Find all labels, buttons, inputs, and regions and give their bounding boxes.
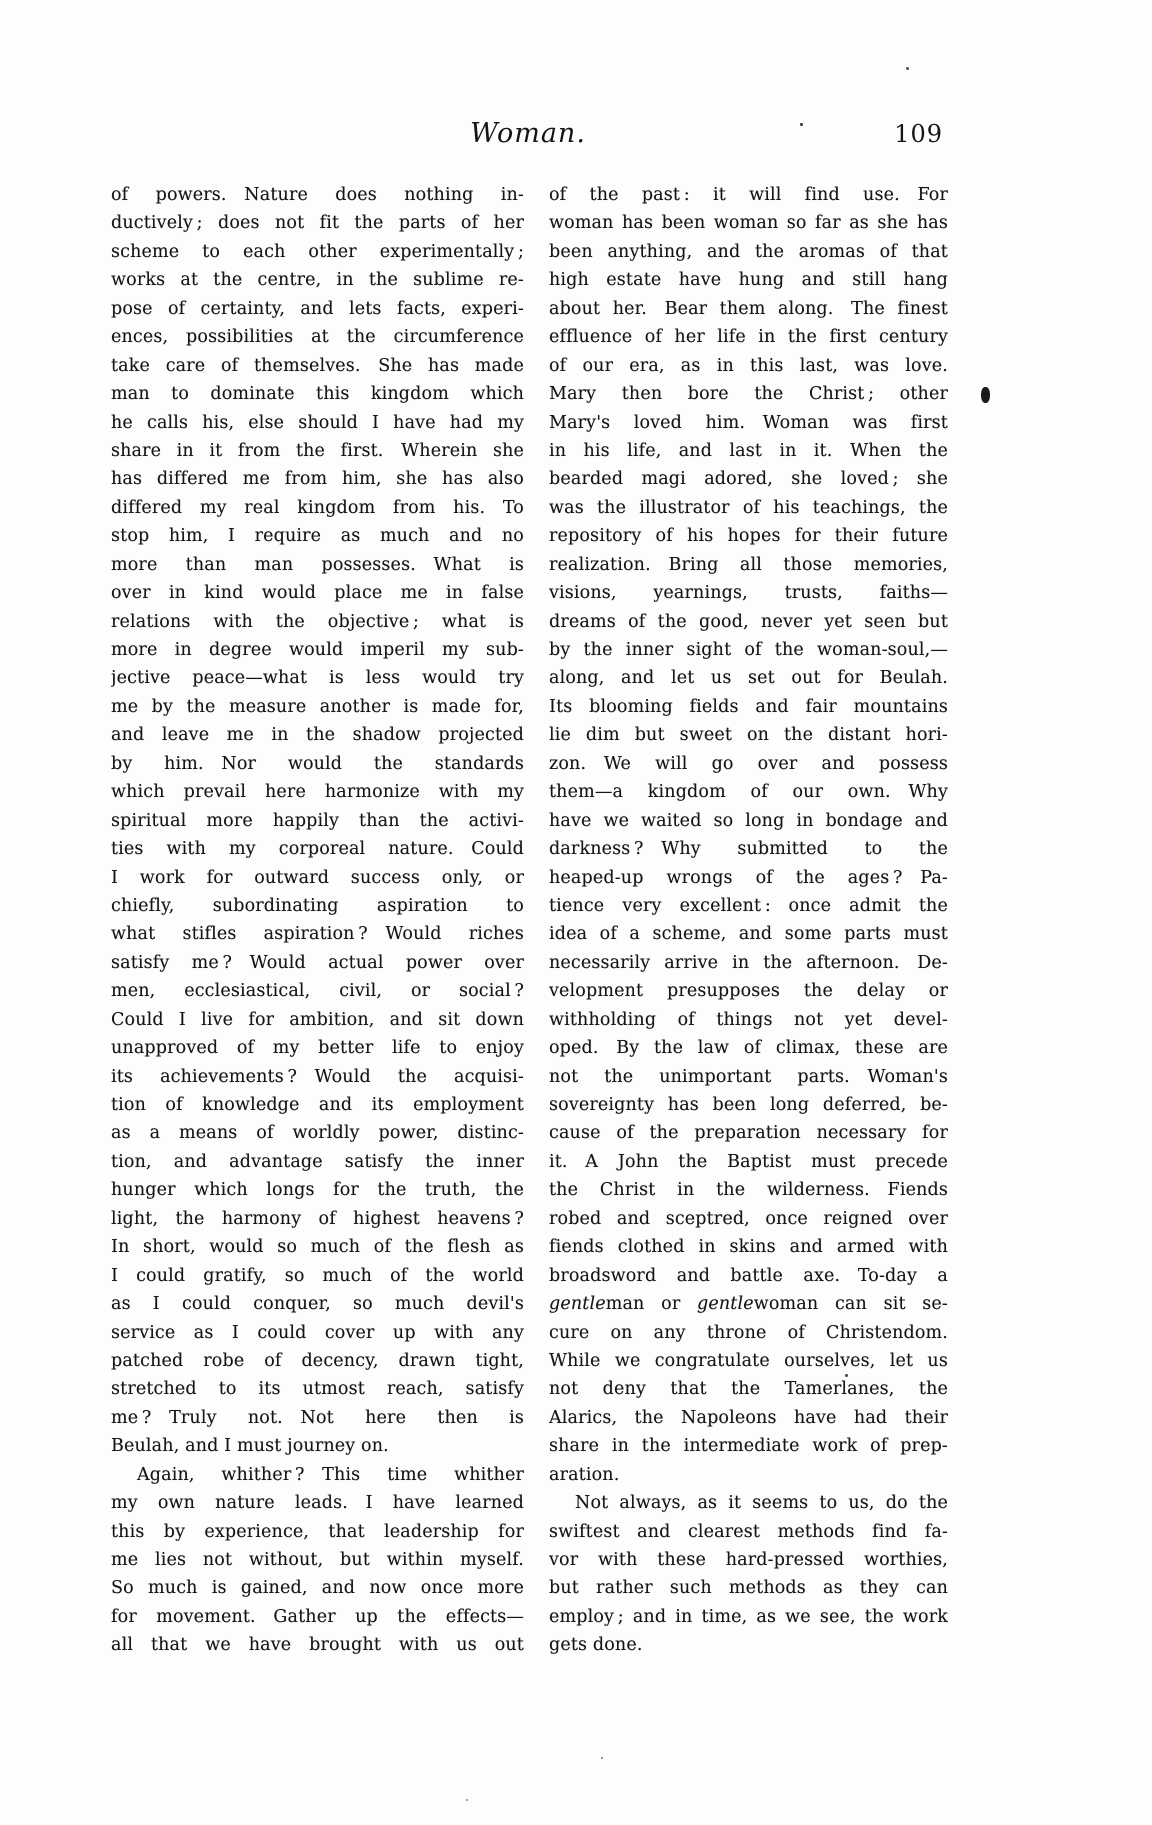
text-line: fiends clothed in skins and armed with <box>549 1237 948 1258</box>
text-line: and leave me in the shadow projected <box>111 725 524 746</box>
text-line: them—a kingdom of our own. Why <box>549 782 948 803</box>
text-line: of powers. Nature does nothing in- <box>111 185 524 205</box>
text-line: scheme to each other experimentally ; <box>111 241 524 262</box>
text-line: its achievements ? Would the acquisi- <box>111 1066 524 1087</box>
text-line: broadsword and battle axe. To-day a <box>549 1265 948 1286</box>
text-line: visions, yearnings, trusts, faiths— <box>549 583 948 604</box>
page-title: Woman. <box>470 118 586 149</box>
text-line: ties with my corporeal nature. Could <box>111 839 524 860</box>
text-line: stretched to its utmost reach, satisfy <box>111 1379 524 1400</box>
text-line: lie dim but sweet on the distant hori- <box>549 725 948 746</box>
text-line: gentleman or gentlewoman can sit se- <box>549 1294 948 1315</box>
text-line: oped. By the law of climax, these are <box>549 1038 948 1059</box>
text-line: man to dominate this kingdom which <box>111 384 524 405</box>
text-line: along, and let us set out for Beulah. <box>549 668 948 689</box>
text-line: spiritual more happily than the activi- <box>111 810 524 831</box>
text-line: of the past : it will find use. For <box>549 185 948 205</box>
text-line: idea of a scheme, and some parts must <box>549 924 948 945</box>
text-line: chiefly, subordinating aspiration to <box>111 895 524 916</box>
ink-speck <box>800 123 803 126</box>
text-line: heaped-up wrongs of the ages ? Pa- <box>549 867 948 888</box>
ink-speck <box>906 67 909 70</box>
text-line: have we waited so long in bondage and <box>549 810 948 831</box>
text-line: which prevail here harmonize with my <box>111 782 524 803</box>
text-line: all that we have brought with us out <box>111 1635 524 1656</box>
text-line: dreams of the good, never yet seen but <box>549 611 948 632</box>
text-line: of our era, as in this last, was love. <box>549 355 948 376</box>
text-line: effluence of her life in the first century <box>549 327 948 348</box>
text-line: Could I live for ambition, and sit down <box>111 1009 524 1030</box>
text-line: over in kind would place me in false <box>111 583 524 604</box>
text-line: was the illustrator of his teachings, the <box>549 497 948 518</box>
page-number: 109 <box>894 120 943 148</box>
text-line: take care of themselves. She has made <box>111 355 524 376</box>
text-line: velopment presupposes the delay or <box>549 981 948 1002</box>
text-line: vor with these hard-pressed worthies, <box>549 1550 948 1570</box>
text-line: by him. Nor would the standards <box>111 753 524 774</box>
text-line: withholding of things not yet devel- <box>549 1009 948 1030</box>
text-line: bearded magi adored, she loved ; she <box>549 469 948 490</box>
text-line: what stifles aspiration ? Would riches <box>111 924 524 945</box>
text-line: robed and sceptred, once reigned over <box>549 1208 948 1229</box>
text-line: aration. <box>549 1464 620 1485</box>
running-head <box>111 118 945 162</box>
text-line: the Christ in the wilderness. Fiends <box>549 1180 948 1201</box>
text-line: Alarics, the Napoleons have had their <box>549 1407 948 1428</box>
text-line: darkness ? Why submitted to the <box>549 839 948 860</box>
text-line: not deny that the Tamerlanes, the <box>549 1379 948 1400</box>
ink-speck <box>845 1374 848 1377</box>
text-line: for movement. Gather up the effects— <box>111 1606 524 1627</box>
text-line: differed my real kingdom from his. To <box>111 497 524 518</box>
text-line: by the inner sight of the woman-soul,— <box>549 640 948 660</box>
text-line: realization. Bring all those memories, <box>549 554 948 575</box>
text-line: he calls his, else should I have had my <box>111 412 524 433</box>
text-line: While we congratulate ourselves, let us <box>549 1350 948 1371</box>
text-line: not the unimportant parts. Woman's <box>549 1066 948 1087</box>
text-line: pose of certainty, and lets facts, experi- <box>111 298 524 319</box>
text-line: Again, whither ? This time whither <box>137 1464 524 1485</box>
ink-speck <box>466 1799 468 1801</box>
text-line: as a means of worldly power, distinc- <box>111 1123 524 1144</box>
text-line: woman has been woman so far as she has <box>549 213 948 234</box>
text-line: gets done. <box>549 1635 643 1656</box>
text-line: but rather such methods as they can <box>549 1578 948 1599</box>
text-line: zon. We will go over and possess <box>549 753 948 774</box>
text-line: Beulah, and I must journey on. <box>111 1436 389 1457</box>
text-line: this by experience, that leadership for <box>111 1521 524 1542</box>
text-line: unapproved of my better life to enjoy <box>111 1038 524 1059</box>
text-line: relations with the objective ; what is <box>111 611 524 632</box>
text-line: I work for outward success only, or <box>111 867 524 888</box>
text-column-left <box>111 181 524 1660</box>
text-line: more in degree would imperil my sub- <box>111 640 524 660</box>
text-line: I could gratify, so much of the world <box>111 1265 524 1286</box>
text-line: employ ; and in time, as we see, the work <box>549 1606 948 1627</box>
text-line: patched robe of decency, drawn tight, <box>111 1350 524 1371</box>
text-line: ductively ; does not fit the parts of her <box>111 213 524 234</box>
text-line: works at the centre, in the sublime re- <box>111 270 524 291</box>
text-line: tience very excellent : once admit the <box>549 895 948 916</box>
text-line: repository of his hopes for their future <box>549 526 948 547</box>
text-line: swiftest and clearest methods find fa- <box>549 1521 948 1542</box>
text-line: stop him, I require as much and no <box>111 526 524 547</box>
text-line: satisfy me ? Would actual power over <box>111 952 524 973</box>
text-line: me by the measure another is made for, <box>111 696 524 717</box>
text-line: light, the harmony of highest heavens ? <box>111 1208 524 1229</box>
text-line: cure on any throne of Christendom. <box>549 1322 948 1343</box>
text-line: Its blooming fields and fair mountains <box>549 696 948 717</box>
text-line: share in the intermediate work of prep- <box>549 1436 948 1457</box>
text-line: men, ecclesiastical, civil, or social ? <box>111 981 524 1002</box>
text-line: So much is gained, and now once more <box>111 1578 524 1599</box>
text-line: about her. Bear them along. The finest <box>549 298 948 319</box>
text-line: cause of the preparation necessary for <box>549 1123 948 1144</box>
text-line: high estate have hung and still hang <box>549 270 948 291</box>
text-line: In short, would so much of the flesh as <box>111 1237 524 1258</box>
ink-speck <box>601 1757 603 1759</box>
text-line: my own nature leads. I have learned <box>111 1493 524 1514</box>
text-line: jective peace—what is less would try <box>111 668 524 689</box>
text-line: in his life, and last in it. When the <box>549 440 948 461</box>
text-line: as I could conquer, so much devil's <box>111 1294 524 1315</box>
text-line: has differed me from him, she has also <box>111 469 524 490</box>
text-line: sovereignty has been long deferred, be- <box>549 1095 948 1115</box>
text-line: it. A John the Baptist must precede <box>549 1151 948 1172</box>
text-line: share in it from the first. Wherein she <box>111 440 524 461</box>
text-line: me lies not without, but within myself. <box>111 1550 524 1570</box>
text-line: ences, possibilities at the circumference <box>111 327 524 348</box>
text-line: been anything, and the aromas of that <box>549 241 948 262</box>
text-line: service as I could cover up with any <box>111 1322 524 1343</box>
text-line: necessarily arrive in the afternoon. De- <box>549 952 948 973</box>
text-line: tion of knowledge and its employment <box>111 1095 524 1115</box>
text-line: me ? Truly not. Not here then is <box>111 1407 524 1428</box>
text-line: hunger which longs for the truth, the <box>111 1180 524 1201</box>
text-line: tion, and advantage satisfy the inner <box>111 1151 524 1172</box>
ink-blot <box>981 387 990 403</box>
text-line: Not always, as it seems to us, do the <box>575 1493 948 1514</box>
text-line: Mary's loved him. Woman was first <box>549 412 948 433</box>
text-line: Mary then bore the Christ ; other <box>549 384 948 405</box>
text-line: more than man possesses. What is <box>111 554 524 575</box>
text-column-right <box>549 181 948 1660</box>
